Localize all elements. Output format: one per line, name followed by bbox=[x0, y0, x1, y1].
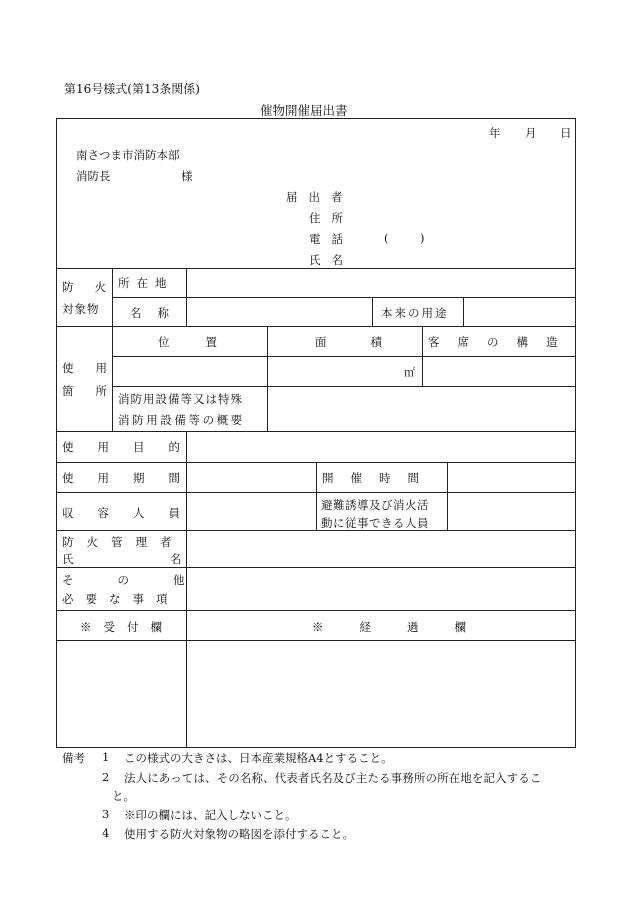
note-1-text: この様式の大きさは、日本産業規格A4とすること。 bbox=[124, 751, 393, 765]
col-divider bbox=[186, 268, 187, 326]
addressee-chief: 消防長 bbox=[76, 169, 111, 183]
row-divider bbox=[112, 297, 576, 298]
period-label: 使用期間 bbox=[62, 471, 204, 485]
manager-l2-b: 名 bbox=[170, 552, 182, 566]
area-label: 面積 bbox=[315, 335, 426, 349]
col-divider bbox=[267, 326, 268, 431]
name-field-label: 名称 bbox=[130, 306, 185, 320]
date-month: 月 bbox=[525, 126, 537, 140]
row-divider bbox=[56, 326, 576, 327]
evac-l2: 動に従事できる人員 bbox=[321, 516, 429, 530]
note-3-text: ※印の欄には、記入しないこと。 bbox=[124, 808, 297, 822]
fire-target-label-1 bbox=[62, 279, 127, 295]
manager-l2-a: 氏 bbox=[62, 552, 74, 566]
notes-heading: 備考 bbox=[62, 751, 85, 765]
reception-label: ※受付欄 bbox=[80, 620, 174, 634]
equipment-l2: 消防用設備等の概要 bbox=[118, 413, 245, 427]
hours-label: 開催時間 bbox=[322, 471, 436, 485]
phone-label: 電話 bbox=[309, 232, 354, 246]
row-divider bbox=[56, 610, 576, 611]
other-l1: その他 bbox=[62, 573, 229, 587]
notifier-label: 届出者 bbox=[286, 190, 354, 204]
row-divider bbox=[56, 530, 576, 531]
addressee-honorific: 様 bbox=[181, 169, 193, 183]
capacity-label: 収容人員 bbox=[62, 506, 204, 520]
use-area-l2: 箇所 bbox=[62, 384, 129, 398]
col-divider bbox=[463, 297, 464, 326]
addressee-org: 南さつま市消防本部 bbox=[76, 148, 180, 162]
row-divider bbox=[56, 268, 576, 269]
evac-l1: 避難誘導及び消火活 bbox=[321, 498, 429, 512]
col-divider bbox=[316, 462, 317, 530]
original-use-label: 本来の用途 bbox=[381, 306, 449, 320]
date-day: 日 bbox=[560, 126, 572, 140]
note-2-text-cont: と。 bbox=[112, 789, 135, 803]
other-l2: 必要な事項 bbox=[62, 592, 180, 606]
row-divider bbox=[56, 567, 576, 568]
note-4-text: 使用する防火対象物の略図を添付すること。 bbox=[124, 827, 354, 841]
note-2-number: 2 bbox=[102, 770, 110, 784]
fire-target-l1: 防火 bbox=[62, 280, 127, 294]
form-title: 催物開催届出書 bbox=[260, 103, 348, 118]
col-divider bbox=[447, 462, 448, 530]
purpose-label: 使用目的 bbox=[62, 440, 204, 454]
row-divider bbox=[56, 431, 576, 432]
manager-l1: 防火管理者 bbox=[62, 535, 185, 549]
note-2-text: 法人にあっては、その名称、代表者氏名及び主たる事務所の所在地を記入するこ bbox=[124, 771, 542, 785]
note-1-number: 1 bbox=[102, 750, 110, 764]
form-number: 第16号様式(第13条関係) bbox=[64, 82, 200, 96]
row-divider bbox=[112, 386, 576, 387]
progress-label: ※経過欄 bbox=[312, 620, 502, 634]
fire-target-l2: 対象物 bbox=[62, 302, 100, 316]
area-unit: ㎡ bbox=[404, 366, 415, 379]
seating-label: 客席の構造 bbox=[428, 335, 576, 349]
phone-paren-open: ( bbox=[384, 231, 389, 245]
row-divider bbox=[112, 356, 576, 357]
position-label: 位置 bbox=[158, 335, 253, 349]
col-divider bbox=[372, 297, 373, 326]
address-label: 住所 bbox=[309, 211, 354, 225]
note-4-number: 4 bbox=[102, 826, 110, 840]
location-label: 所在地 bbox=[118, 276, 174, 290]
equipment-l1: 消防用設備等又は特殊 bbox=[118, 392, 243, 406]
phone-paren-close: ) bbox=[420, 231, 425, 245]
date-year: 年 bbox=[489, 126, 501, 140]
name-label: 氏名 bbox=[309, 253, 354, 267]
row-divider bbox=[56, 640, 576, 641]
note-3-number: 3 bbox=[102, 807, 110, 821]
use-area-l1: 使用 bbox=[62, 361, 129, 375]
